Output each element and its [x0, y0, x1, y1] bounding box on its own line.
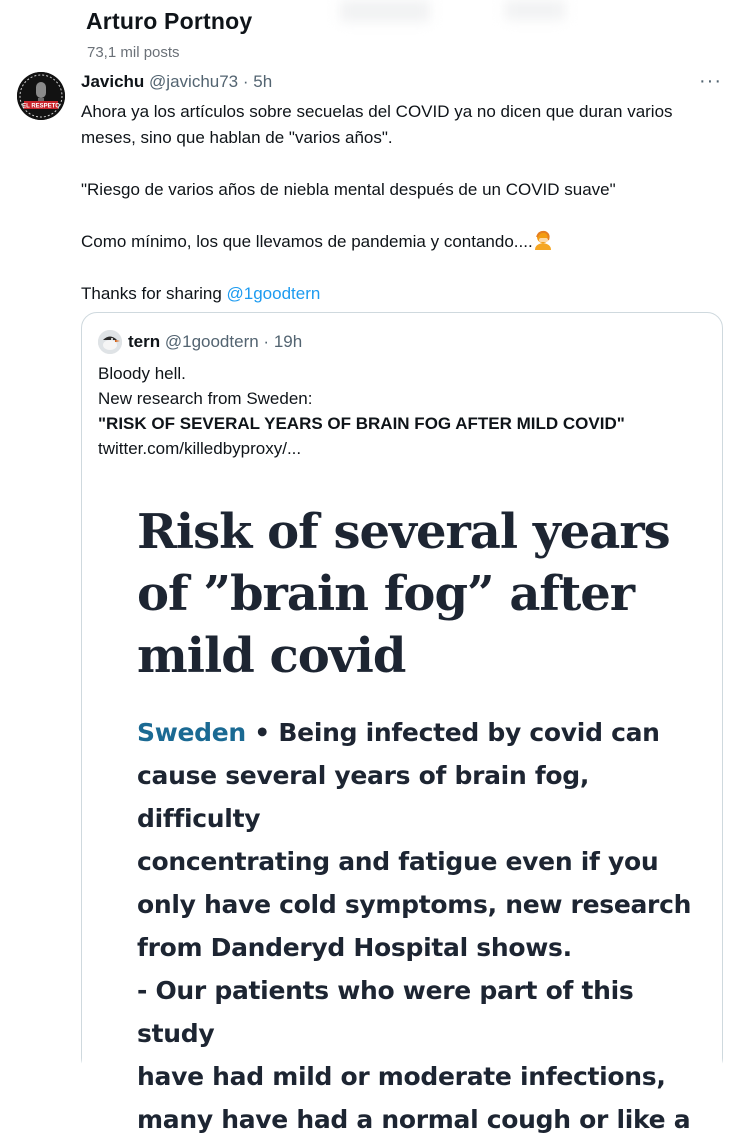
quoted-tweet-body [98, 361, 708, 461]
post-count: 73,1 mil posts [87, 44, 180, 61]
tweet-text-span: Como mínimo, los que llevamos de pandemia y contando.... [81, 232, 533, 251]
author-handle[interactable]: @javichu73 [149, 72, 239, 91]
more-options-icon[interactable]: ··· [699, 70, 722, 92]
bird-avatar-icon [98, 330, 122, 354]
article-text-span: Being infected by covid can [278, 718, 660, 747]
profile-header [0, 0, 744, 70]
tweet-text-line: Ahora ya los artículos sobre secuelas del COVID ya no dicen que duran varios meses, sino que hablan de "varios años". [81, 102, 673, 147]
tweet-time[interactable]: 5h [253, 72, 273, 91]
headline-line: of ”brain fog” after [137, 566, 635, 622]
tweet-text-line [81, 281, 726, 307]
podcast-logo-icon [17, 72, 65, 120]
quoted-text-headline: "RISK OF SEVERAL YEARS OF BRAIN FOG AFTER MILD COVID" [98, 414, 625, 433]
separator-dot: · [263, 332, 270, 351]
article-text-line [137, 711, 697, 754]
bullet-separator: • [245, 718, 279, 747]
headline-line: Risk of several years [137, 504, 670, 560]
author-avatar[interactable] [17, 72, 65, 120]
article-text [137, 711, 697, 1141]
separator-dot: · [242, 72, 249, 91]
thanks-text: Thanks for sharing [81, 284, 227, 303]
quoted-text-line: New research from Sweden: [98, 389, 313, 408]
tweet-author-line [81, 72, 272, 92]
quoted-url[interactable]: twitter.com/killedbyproxy/... [98, 439, 302, 458]
woman-facepalming-emoji-icon [533, 229, 553, 251]
article-text-line: from Danderyd Hospital shows. [137, 933, 572, 962]
quoted-tweet-time[interactable]: 19h [273, 332, 303, 351]
mention-link[interactable]: @1goodtern [226, 284, 321, 303]
header-blur-left [340, 0, 430, 22]
quoted-author-name[interactable]: tern [128, 332, 161, 351]
article-text-line: concentrating and fatigue even if you [137, 847, 659, 876]
avatar-text: EL RESPETO [22, 103, 60, 110]
quoted-author-line [128, 332, 302, 352]
quoted-tweet-card[interactable] [81, 312, 723, 1134]
article-text-line: - Our patients who were part of this study [137, 976, 634, 1048]
quoted-author-avatar[interactable] [98, 330, 122, 354]
tweet-body [81, 99, 726, 307]
article-text-line: cause several years of brain fog, difficulty [137, 761, 590, 833]
author-name[interactable]: Javichu [81, 72, 145, 91]
article-text-line: have had mild or moderate infections, [137, 1062, 666, 1091]
quoted-text-line: Bloody hell. [98, 364, 186, 383]
article-screenshot-image[interactable] [82, 461, 722, 1134]
headline-line: mild covid [137, 628, 406, 684]
tweet-text-line: "Riesgo de varios años de niebla mental después de un COVID suave" [81, 180, 616, 199]
profile-title: Arturo Portnoy [86, 8, 253, 34]
quoted-author-handle[interactable]: @1goodtern [164, 332, 259, 351]
article-text-line: only have cold symptoms, new research [137, 890, 692, 919]
tweet-text-line [81, 229, 726, 255]
article-location: Sweden [137, 718, 246, 747]
header-blur-right [505, 0, 565, 20]
article-text-line: many have had a normal cough or like a [137, 1105, 691, 1134]
article-headline [137, 501, 697, 687]
